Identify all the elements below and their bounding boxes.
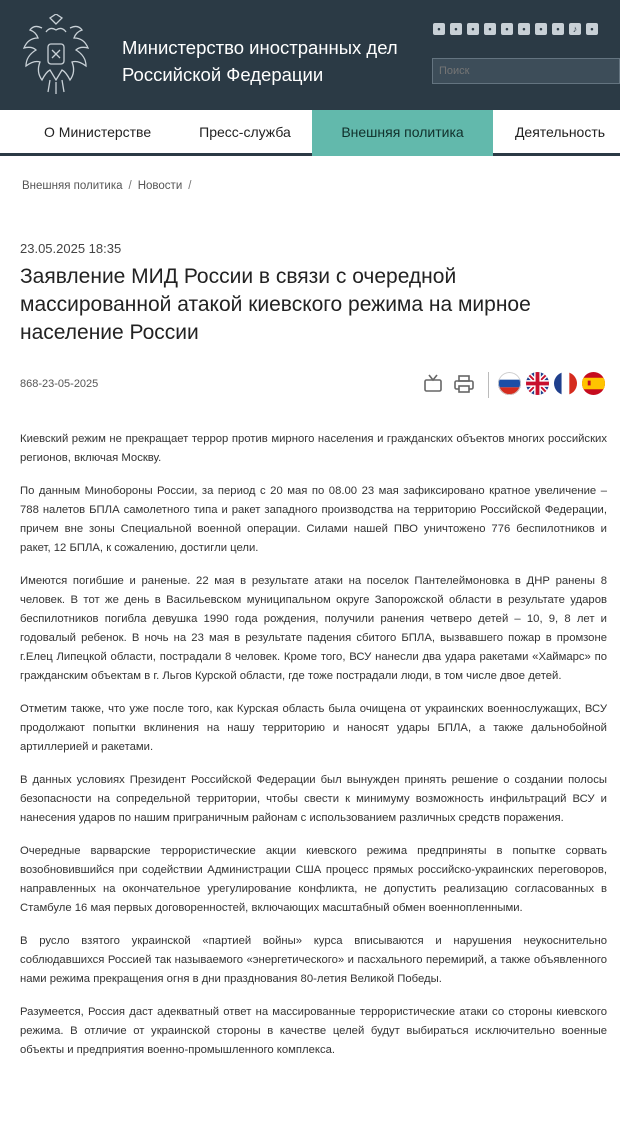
tv-icon[interactable] <box>422 373 444 395</box>
main-navigation <box>0 110 620 156</box>
article-paragraph: Имеются погибшие и раненые. 22 мая в результате атаки на поселок Пантелеймоновка в ДНР ранены 8 человек. В тот же день в Васильевском муниципальном округе Запорожской области в результате ударов беспилотников погибла девушка 1990 года рождения, получили ранения четверо детей – 10, 9, 8 лет и годовалый ребенок. В ночь на 23 мая в результате падения сбитого БПЛА, вызвавшего пожар в промзоне г.Елец Липецкой области, пострадали 8 человек. Кроме того, ВСУ нанесли два удара ракетами «Хаймарс» по гражданским объектам в г. Льгов Курской области, где тоже пострадали люди, в том числе двое детей. <box>20 575 607 682</box>
social-icon-3[interactable]: • <box>467 23 479 35</box>
nav-item-about[interactable]: О Министерстве <box>44 124 152 140</box>
article-body <box>20 430 607 1074</box>
social-icon-7[interactable]: • <box>535 23 547 35</box>
social-icon-2[interactable]: • <box>450 23 462 35</box>
coat-of-arms-logo[interactable] <box>20 14 92 96</box>
article-paragraph: В русло взятого украинской «партией войны» курса вписываются и нарушения неукоснительно соблюдавшихся Россией так называемого «энергетического» и пасхального перемирий, а также объявленного нами режима прекращения огня в дни празднования 80-летия Великой Победы. <box>20 935 607 985</box>
social-icon-1[interactable]: • <box>433 23 445 35</box>
nav-item-foreign-policy[interactable]: Внешняя политика <box>312 110 493 156</box>
article-paragraph: Очередные варварские террористические акции киевского режима предприняты в попытке сорвать возобновившийся при содействии Администрации США процесс прямых российско-украинских переговоров, направленных на окончательное урегулирование конфликта, не допустить реализацию согласованных в Стамбуле 16 мая первых договоренностей, включающих масштабный обмен военнопленными. <box>20 845 607 914</box>
ministry-title-line1: Министерство иностранных дел <box>122 37 398 58</box>
breadcrumb-item-news[interactable]: Новости <box>137 180 183 192</box>
flag-uk-icon[interactable] <box>526 372 549 395</box>
social-icon-10[interactable]: • <box>586 23 598 35</box>
breadcrumb <box>22 180 197 192</box>
site-header <box>0 0 620 110</box>
article-tools <box>420 370 610 398</box>
article-title: Заявление МИД России в связи с очередной массированной атакой киевского режима на мирное население России <box>20 265 531 344</box>
document-number: 868-23-05-2025 <box>20 378 99 390</box>
flag-russia-icon[interactable] <box>498 372 521 395</box>
article-paragraph: Разумеется, Россия даст адекватный ответ на массированные террористические атаки со стороны киевского режима. В отличие от украинской стороны в качестве целей будут выбираться исключительно военные объекты и предприятия военно-промышленного комплекса. <box>20 1006 607 1056</box>
article-paragraph: По данным Минобороны России, за период с 20 мая по 08.00 23 мая зафиксировано кратное увеличение – 788 налетов БПЛА самолетного типа и ракет западного производства на территорию Российской Федерации, причем вне зоны Специальной военной операции. Силами нашей ПВО уничтожено 776 беспилотников и ракет, 12 БПЛА, к сожалению, достигли цели. <box>20 485 607 554</box>
article-paragraph: Отметим также, что уже после того, как Курская область была очищена от украинских военнослужащих, ВСУ продолжают попытки вклинения на нашу территорию и наносят удары БПЛА, а также дальнобойной артиллерией и ракетами. <box>20 703 607 753</box>
breadcrumb-separator: / <box>188 180 192 192</box>
social-icon-5[interactable]: • <box>501 23 513 35</box>
social-icon-4[interactable]: • <box>484 23 496 35</box>
ministry-title-line2: Российской Федерации <box>122 64 324 85</box>
article-date: 23.05.2025 18:35 <box>20 241 122 256</box>
print-icon[interactable] <box>453 373 475 395</box>
tiktok-icon[interactable]: ♪ <box>569 23 581 35</box>
flag-spain-icon[interactable] <box>582 372 605 395</box>
breadcrumb-item-foreign-policy[interactable]: Внешняя политика <box>22 180 123 192</box>
tools-divider <box>488 372 489 398</box>
nav-item-press[interactable]: Пресс-служба <box>199 124 291 140</box>
social-links <box>433 23 613 41</box>
flag-france-icon[interactable] <box>554 372 577 395</box>
article-paragraph: Киевский режим не прекращает террор против мирного населения и гражданских объектов многих российских регионов, включая Москву. <box>20 433 607 464</box>
search-input[interactable] <box>432 58 620 84</box>
social-icon-8[interactable]: • <box>552 23 564 35</box>
breadcrumb-separator: / <box>128 180 132 192</box>
nav-item-activity[interactable]: Деятельность <box>514 124 606 140</box>
social-icon-6[interactable]: • <box>518 23 530 35</box>
ministry-title[interactable] <box>122 34 398 88</box>
article-paragraph: В данных условиях Президент Российской Федерации был вынужден принять решение о создании полосы безопасности на сопредельной территории, чтобы свести к минимуму возможность инфильтраций ВСУ и нанесения ударов по нашим приграничным районам с использованием различных средств поражения. <box>20 774 607 824</box>
